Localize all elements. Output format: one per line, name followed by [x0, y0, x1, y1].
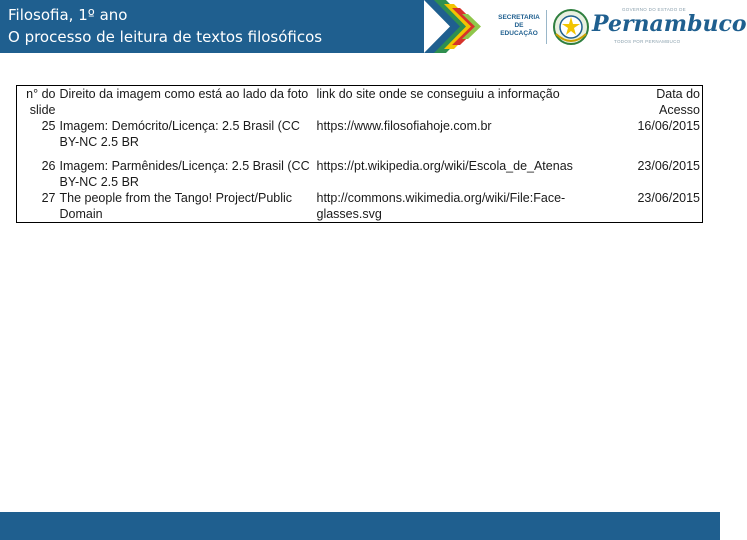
secretaria-logo — [496, 14, 542, 38]
header-image-rights: Direito da imagem como está ao lado da foto — [59, 87, 309, 101]
cell-image-rights: The people from the Tango! Project/Public Domain — [59, 191, 293, 221]
cell-date: 16/06/2015 — [637, 119, 700, 133]
chevron-decoration-icon — [424, 0, 504, 53]
table-header-row — [17, 86, 703, 119]
government-logos — [494, 4, 747, 50]
state-name: Pernambuco — [592, 11, 747, 37]
secretaria-line-2: DE EDUCAÇÃO — [500, 22, 538, 37]
cell-slide: 27 — [41, 191, 56, 205]
footer-bar — [0, 512, 720, 540]
cell-slide: 25 — [41, 119, 56, 133]
state-bottom-caption: TODOS POR PERNAMBUCO — [614, 39, 681, 44]
header-slide: n° do slide — [26, 87, 56, 117]
title-line-2: O processo de leitura de textos filosóficos — [8, 28, 323, 46]
cell-link: http://commons.wikimedia.org/wiki/File:Face-glasses.svg — [316, 191, 566, 221]
cell-image-rights: Imagem: Parmênides/Licença: 2.5 Brasil (CC BY-NC 2.5 BR — [59, 159, 310, 189]
secretaria-line-1: SECRETARIA — [498, 14, 540, 21]
table-row — [17, 158, 703, 190]
state-seal-icon — [552, 8, 590, 46]
cell-date: 23/06/2015 — [637, 191, 700, 205]
header-date: Data do Acesso — [656, 87, 700, 117]
cell-image-rights: Imagem: Demócrito/Licença: 2.5 Brasil (CC BY-NC 2.5 BR — [59, 119, 300, 149]
logo-divider — [546, 10, 547, 44]
header-link: link do site onde se conseguiu a informação — [316, 87, 560, 101]
cell-slide: 26 — [41, 159, 56, 173]
title-line-1: Filosofia, 1º ano — [8, 6, 128, 24]
title-bar — [0, 0, 424, 53]
state-top-caption: GOVERNO DO ESTADO DE — [622, 7, 686, 12]
table-row — [17, 190, 703, 223]
slide-title — [8, 4, 322, 48]
cell-date: 23/06/2015 — [637, 159, 700, 173]
credits-table-container — [16, 85, 702, 223]
credits-table — [16, 85, 703, 223]
cell-link: https://pt.wikipedia.org/wiki/Escola_de_Atenas — [316, 159, 573, 173]
table-row — [17, 118, 703, 158]
cell-link: https://www.filosofiahoje.com.br — [316, 119, 492, 133]
slide-header — [0, 0, 747, 58]
